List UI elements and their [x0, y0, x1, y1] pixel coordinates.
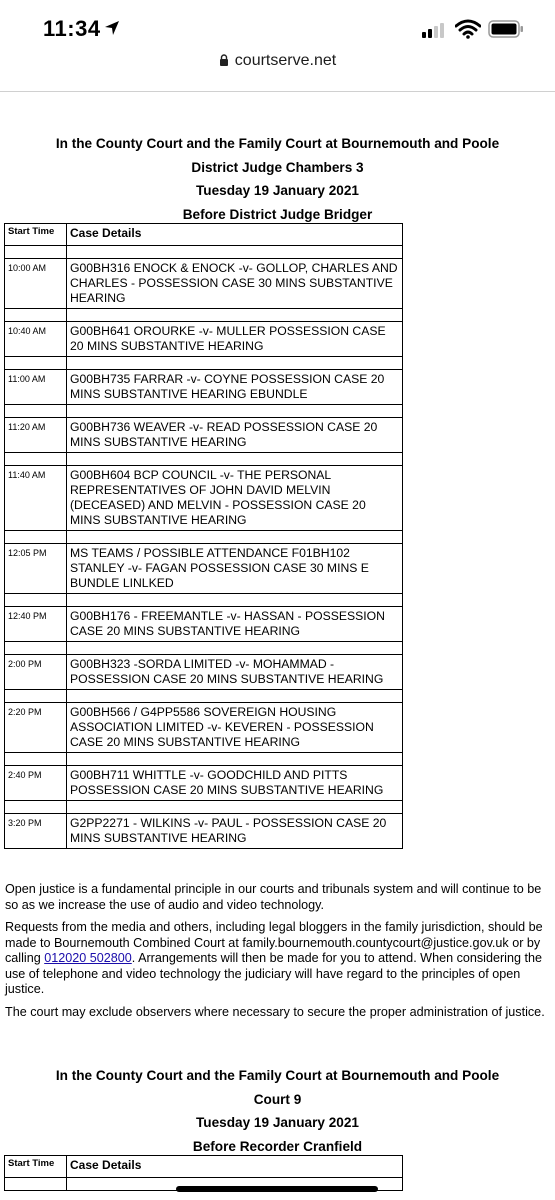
- spacer-row: [5, 246, 403, 259]
- location-arrow-icon: [104, 20, 120, 36]
- spacer-row: [5, 357, 403, 370]
- start-time: 12:40 PM: [5, 607, 67, 642]
- column-header-start-time: Start Time: [5, 1156, 67, 1178]
- wifi-icon: [455, 19, 481, 39]
- start-time: 10:40 AM: [5, 322, 67, 357]
- spacer-row: [5, 642, 403, 655]
- case-details: G00BH736 WEAVER -v- READ POSSESSION CASE 20 MINS SUBSTANTIVE HEARING: [67, 418, 403, 453]
- cellular-signal-icon: [420, 22, 450, 38]
- spacer-row: [5, 309, 403, 322]
- notice-text: Requests from the media and others, including legal bloggers in the family jurisdiction, should be made to Bournemouth Combined Court at family.bournemouth.countycourt@justice.gov.uk or by calling: [5, 920, 543, 965]
- column-header-start-time: Start Time: [5, 224, 67, 246]
- spacer-row: [5, 594, 403, 607]
- case-details: MS TEAMS / POSSIBLE ATTENDANCE F01BH102 STANLEY -v- FAGAN POSSESSION CASE 30 MINS E BUNDLE LINLKED: [67, 544, 403, 594]
- court-name: In the County Court and the Family Court at Bournemouth and Poole: [55, 1068, 500, 1083]
- case-details: G00BH323 -SORDA LIMITED -v- MOHAMMAD - POSSESSION CASE 20 MINS SUBSTANTIVE HEARING: [67, 655, 403, 690]
- court-name: In the County Court and the Family Court at Bournemouth and Poole: [55, 136, 500, 151]
- table-row: [5, 370, 403, 405]
- hearing-date: Tuesday 19 January 2021: [196, 183, 359, 198]
- spacer-row: [5, 690, 403, 703]
- start-time: 2:00 PM: [5, 655, 67, 690]
- spacer-row: [5, 405, 403, 418]
- column-header-case-details: Case Details: [67, 224, 403, 246]
- case-details: G00BH711 WHITTLE -v- GOODCHILD AND PITTS POSSESSION CASE 20 MINS SUBSTANTIVE HEARING: [67, 766, 403, 801]
- notice-paragraph: Open justice is a fundamental principle in our courts and tribunals system and will continue to be so as we increase the use of audio and video technology.: [5, 882, 542, 912]
- start-time: 3:20 PM: [5, 814, 67, 849]
- start-time: 11:00 AM: [5, 370, 67, 405]
- section-header: [0, 132, 555, 226]
- court-room: Court 9: [253, 1091, 302, 1107]
- judge-name: Before Recorder Cranfield: [192, 1138, 363, 1154]
- table-row: [5, 466, 403, 531]
- phone-link[interactable]: 012020 502800: [44, 951, 132, 965]
- spacer-row: [5, 453, 403, 466]
- table-row: [5, 418, 403, 453]
- column-header-case-details: Case Details: [67, 1156, 403, 1178]
- case-details: G00BH566 / G4PP5586 SOVEREIGN HOUSING ASSOCIATION LIMITED -v- KEVEREN - POSSESSION CASE 20 MINS SUBSTANTIVE HEARING: [67, 703, 403, 753]
- section-header: [0, 1064, 555, 1158]
- status-bar: [0, 0, 555, 50]
- spacer-row: [5, 531, 403, 544]
- spacer-row: [5, 753, 403, 766]
- case-details: G00BH604 BCP COUNCIL -v- THE PERSONAL REPRESENTATIVES OF JOHN DAVID MELVIN (DECEASED) AND MELVIN - POSSESSION CASE 20 MINS SUBSTANTIVE HEARING: [67, 466, 403, 531]
- table-row: [5, 655, 403, 690]
- case-details: G00BH735 FARRAR -v- COYNE POSSESSION CASE 20 MINS SUBSTANTIVE HEARING EBUNDLE: [67, 370, 403, 405]
- open-justice-notice: [5, 882, 547, 1027]
- notice-paragraph: The court may exclude observers where necessary to secure the proper administration of justice.: [5, 1004, 545, 1019]
- case-details: G00BH316 ENOCK & ENOCK -v- GOLLOP, CHARLES AND CHARLES - POSSESSION CASE 30 MINS SUBSTANTIVE HEARING: [67, 259, 403, 309]
- url-text: courtserve.net: [234, 52, 337, 69]
- home-indicator[interactable]: [176, 1186, 378, 1192]
- case-details: G00BH176 - FREEMANTLE -v- HASSAN - POSSESSION CASE 20 MINS SUBSTANTIVE HEARING: [67, 607, 403, 642]
- table-row: [5, 544, 403, 594]
- hearing-table: [4, 223, 403, 849]
- start-time: 11:40 AM: [5, 466, 67, 531]
- table-header-row: [5, 224, 403, 246]
- start-time: 2:40 PM: [5, 766, 67, 801]
- clock: 11:34: [43, 16, 101, 41]
- spacer-row: [5, 801, 403, 814]
- start-time: 11:20 AM: [5, 418, 67, 453]
- toolbar-divider: [0, 91, 555, 92]
- court-room: District Judge Chambers 3: [191, 159, 364, 175]
- address-bar[interactable]: [0, 52, 555, 82]
- start-time: 2:20 PM: [5, 703, 67, 753]
- judge-name: Before District Judge Bridger: [182, 206, 373, 222]
- start-time: 10:00 AM: [5, 259, 67, 309]
- case-details: G2PP2271 - WILKINS -v- PAUL - POSSESSION CASE 20 MINS SUBSTANTIVE HEARING: [67, 814, 403, 849]
- table-row: [5, 814, 403, 849]
- table-row: [5, 766, 403, 801]
- case-details: G00BH641 OROURKE -v- MULLER POSSESSION CASE 20 MINS SUBSTANTIVE HEARING: [67, 322, 403, 357]
- notice-text: . Arrangements will then be made for you to attend. When considering the use of telephone and video technology the judiciary will have regard to the principles of open justice.: [5, 951, 542, 996]
- table-row: [5, 259, 403, 309]
- notice-paragraph: [5, 920, 547, 998]
- start-time: 12:05 PM: [5, 544, 67, 594]
- battery-icon: [488, 20, 524, 38]
- table-row: [5, 607, 403, 642]
- table-row: [5, 703, 403, 753]
- hearing-date: Tuesday 19 January 2021: [196, 1115, 359, 1130]
- table-row: [5, 322, 403, 357]
- table-header-row: [5, 1156, 403, 1178]
- lock-icon: [219, 54, 229, 66]
